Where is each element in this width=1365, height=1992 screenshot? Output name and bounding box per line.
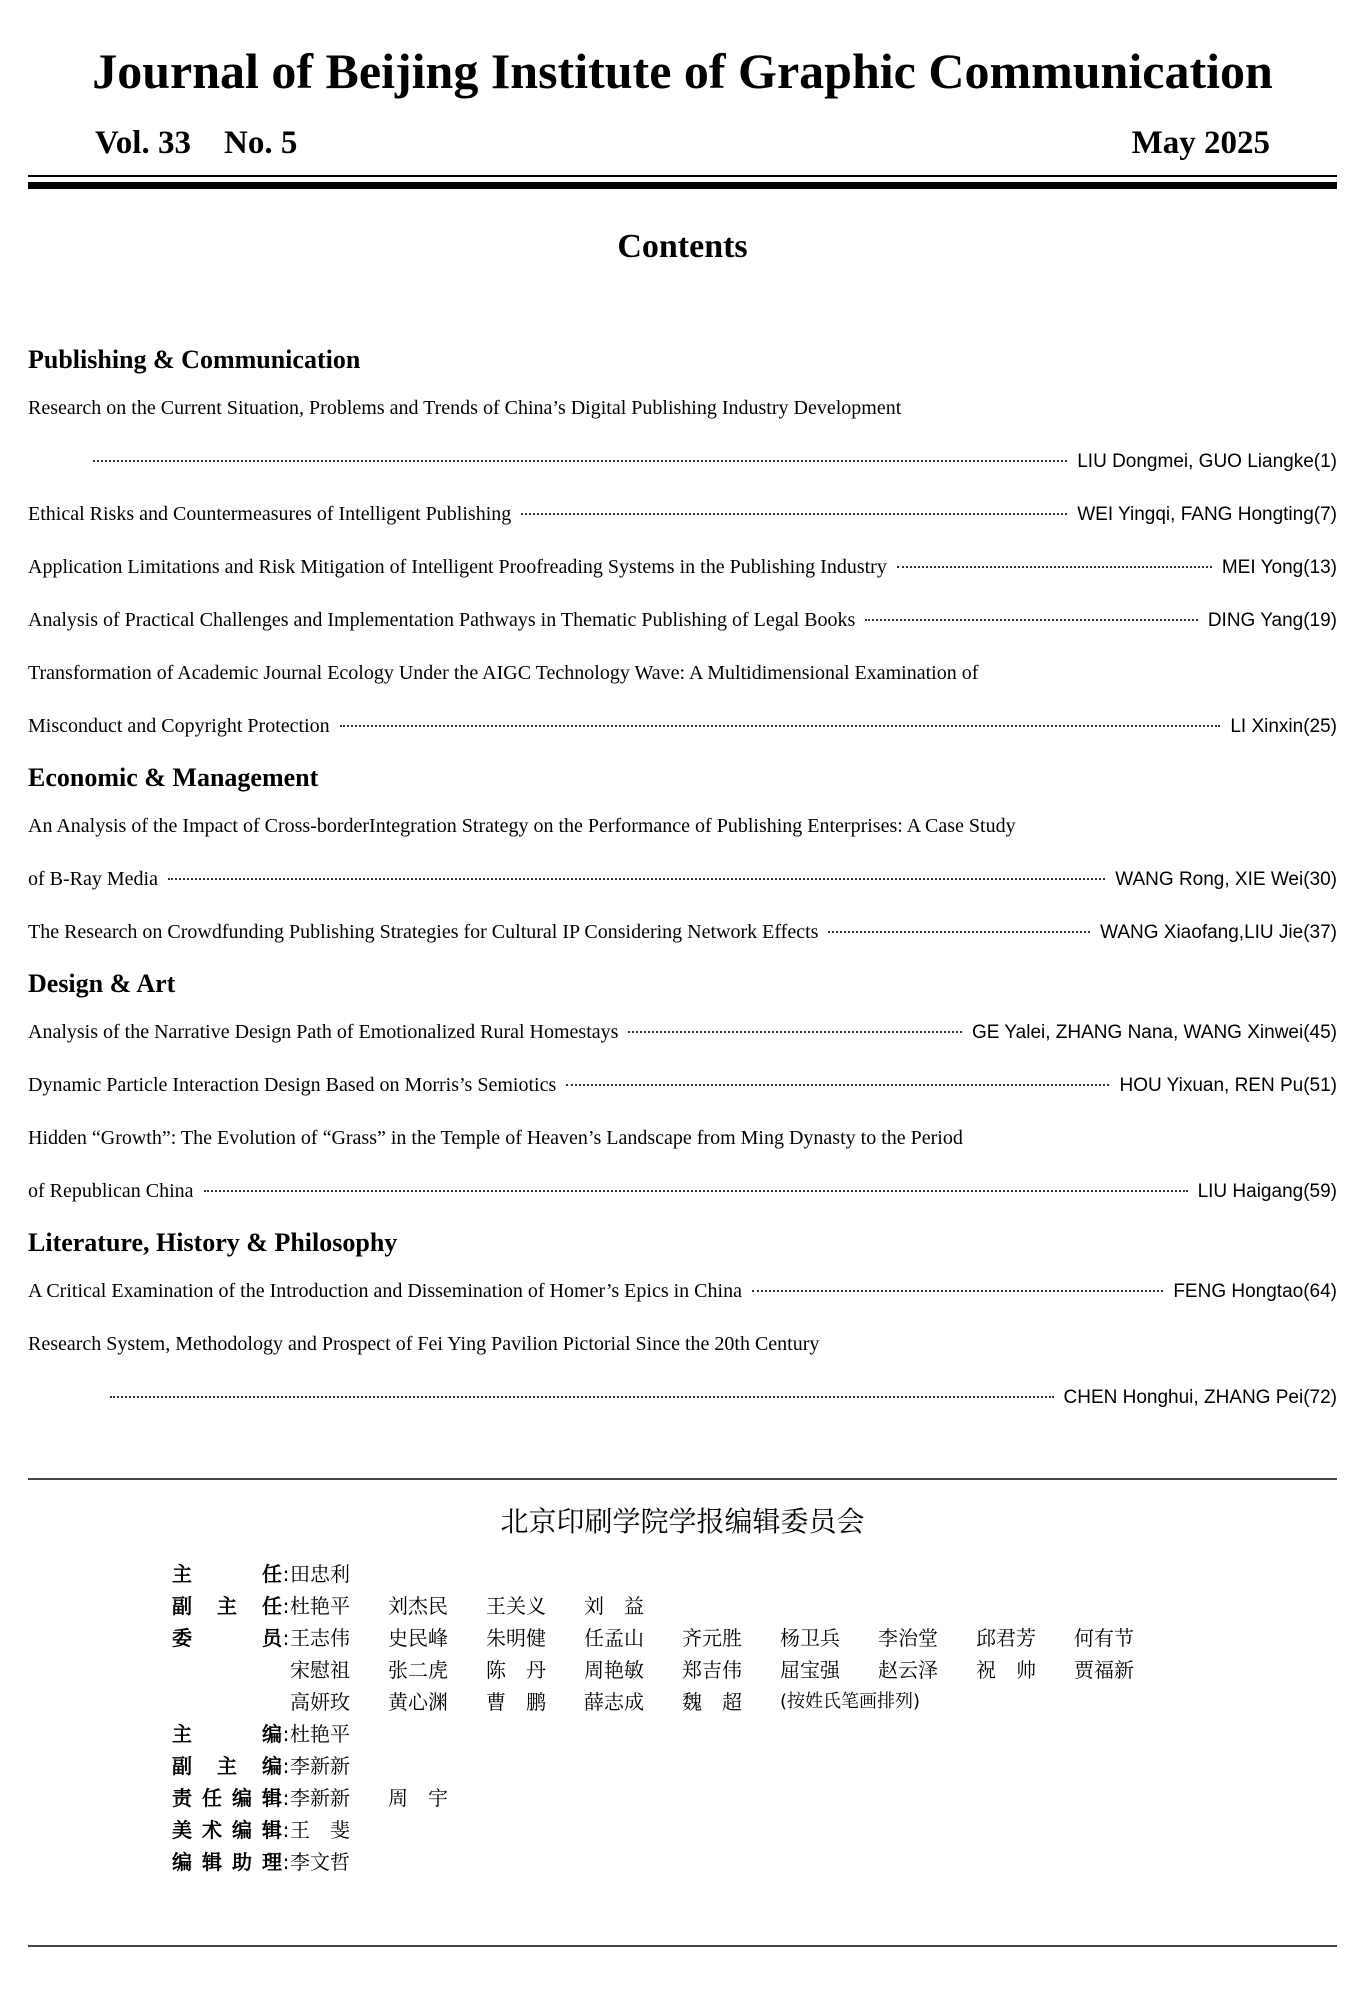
toc-entry-line bbox=[28, 488, 1337, 541]
dot-leader bbox=[168, 878, 1105, 880]
dot-leader bbox=[628, 1031, 962, 1033]
board-member-name: 齐元胜 bbox=[682, 1626, 742, 1650]
toc-entry[interactable] bbox=[28, 1112, 1337, 1218]
board-names bbox=[290, 1622, 1172, 1654]
board-member-name: 田忠利 bbox=[290, 1562, 350, 1586]
board-names bbox=[290, 1558, 388, 1590]
article-title: Analysis of the Narrative Design Path of Emotionalized Rural Homestays bbox=[28, 1021, 619, 1043]
board-member-name: 薛志成 bbox=[584, 1690, 644, 1714]
board-names bbox=[290, 1846, 388, 1878]
board-role: 委 员 bbox=[172, 1626, 282, 1650]
board-member-name: 朱明健 bbox=[486, 1626, 546, 1650]
article-author-page: LIU Haigang(59) bbox=[1197, 1181, 1337, 1202]
board-row bbox=[172, 1590, 1172, 1622]
board-member-name: 任孟山 bbox=[584, 1626, 644, 1650]
board-member-name: 周艳敏 bbox=[584, 1658, 644, 1682]
toc-entry[interactable] bbox=[28, 1318, 1337, 1424]
article-title: of B-Ray Media bbox=[28, 868, 158, 890]
toc-entry-author-line bbox=[28, 435, 1337, 488]
board-row bbox=[172, 1718, 1172, 1750]
board-member-name: 曹 鹏 bbox=[486, 1690, 546, 1714]
toc-entry[interactable] bbox=[28, 800, 1337, 906]
toc-entry-line bbox=[28, 1059, 1337, 1112]
bottom-rule bbox=[28, 1945, 1337, 1947]
dot-leader bbox=[566, 1084, 1109, 1086]
board-member-name: 祝 帅 bbox=[976, 1658, 1036, 1682]
board-role bbox=[172, 1686, 282, 1718]
contents-title: Contents bbox=[617, 228, 748, 265]
board-member-name: 赵云泽 bbox=[878, 1658, 938, 1682]
toc-entry[interactable] bbox=[28, 1059, 1337, 1112]
toc-entry[interactable] bbox=[28, 906, 1337, 959]
journal-title: Journal of Beijing Institute of Graphic Communication bbox=[92, 43, 1273, 99]
board-row bbox=[172, 1782, 1172, 1814]
article-title: Hidden “Growth”: The Evolution of “Grass” in the Temple of Heaven’s Landscape from Ming Dynasty to the Period bbox=[28, 1127, 963, 1149]
toc-entry[interactable] bbox=[28, 541, 1337, 594]
dot-leader bbox=[521, 513, 1067, 515]
article-title: Application Limitations and Risk Mitigation of Intelligent Proofreading Systems in the Publishing Industry bbox=[28, 556, 887, 578]
article-title: Ethical Risks and Countermeasures of Intelligent Publishing bbox=[28, 503, 512, 525]
board-member-name: 魏 超 bbox=[682, 1690, 742, 1714]
toc-entry-line bbox=[28, 594, 1337, 647]
board-member-name: 李新新 bbox=[290, 1786, 350, 1810]
board-role bbox=[172, 1654, 282, 1686]
board-member-name: 高妍玫 bbox=[290, 1690, 350, 1714]
toc-entry-line bbox=[28, 1165, 1337, 1218]
board-role: 主 任 bbox=[172, 1562, 282, 1586]
editorial-board bbox=[172, 1558, 1172, 1878]
board-colon: : bbox=[282, 1754, 290, 1778]
toc-entry[interactable] bbox=[28, 647, 1337, 753]
section-title: Publishing & Communication bbox=[28, 345, 361, 374]
header-rule-thick bbox=[28, 182, 1337, 189]
toc-entry-line bbox=[28, 541, 1337, 594]
board-member-name: 杜艳平 bbox=[290, 1594, 350, 1618]
board-colon bbox=[282, 1654, 290, 1686]
board-member-name: 王关义 bbox=[486, 1594, 546, 1618]
toc-entry-line bbox=[28, 1265, 1337, 1318]
toc-entry-line bbox=[28, 1112, 1337, 1165]
article-title: Research System, Methodology and Prospect of Fei Ying Pavilion Pictorial Since the 20th Century bbox=[28, 1333, 820, 1355]
board-names bbox=[290, 1718, 388, 1750]
article-author-page: WANG Rong, XIE Wei(30) bbox=[1115, 869, 1337, 890]
board-colon: : bbox=[282, 1850, 290, 1874]
issue-number: No. 5 bbox=[223, 125, 298, 161]
toc-entry-author-line bbox=[28, 1371, 1337, 1424]
board-names bbox=[290, 1782, 486, 1814]
toc-entry[interactable] bbox=[28, 594, 1337, 647]
article-author-page: DING Yang(19) bbox=[1207, 610, 1337, 631]
toc-entry-line bbox=[28, 1318, 1337, 1371]
board-member-name: 贾福新 bbox=[1074, 1658, 1134, 1682]
volume-row bbox=[95, 125, 1270, 162]
issue-date: May 2025 bbox=[1131, 125, 1270, 161]
dot-leader bbox=[865, 619, 1198, 621]
toc-entry[interactable] bbox=[28, 1265, 1337, 1318]
board-row bbox=[172, 1686, 1172, 1718]
board-colon: : bbox=[282, 1626, 290, 1650]
dot-leader bbox=[897, 566, 1212, 568]
toc-entry-line bbox=[28, 853, 1337, 906]
dot-leader bbox=[110, 1396, 1054, 1398]
article-title: of Republican China bbox=[28, 1180, 194, 1202]
volume: Vol. 33 bbox=[95, 125, 191, 161]
article-title: Analysis of Practical Challenges and Implementation Pathways in Thematic Publishing of Legal Books bbox=[28, 609, 856, 631]
board-member-name: 邱君芳 bbox=[976, 1626, 1036, 1650]
dot-leader bbox=[93, 460, 1067, 462]
article-author-page: CHEN Honghui, ZHANG Pei(72) bbox=[1063, 1387, 1337, 1408]
toc-entry-line bbox=[28, 1006, 1337, 1059]
toc-entry-line bbox=[28, 382, 1337, 435]
dot-leader bbox=[828, 931, 1090, 933]
board-role: 副 主 编 bbox=[172, 1754, 282, 1778]
article-author-page: WANG Xiaofang,LIU Jie(37) bbox=[1100, 922, 1337, 943]
board-member-name: 杜艳平 bbox=[290, 1722, 350, 1746]
article-author-page: WEI Yingqi, FANG Hongting(7) bbox=[1077, 504, 1337, 525]
board-note: (按姓氏笔画排列) bbox=[780, 1691, 921, 1712]
board-member-name: 史民峰 bbox=[388, 1626, 448, 1650]
board-row bbox=[172, 1654, 1172, 1686]
toc-entry[interactable] bbox=[28, 1006, 1337, 1059]
dot-leader bbox=[204, 1190, 1188, 1192]
board-names bbox=[290, 1686, 920, 1718]
board-member-name: 宋慰祖 bbox=[290, 1658, 350, 1682]
board-colon bbox=[282, 1686, 290, 1718]
article-author-page: LIU Dongmei, GUO Liangke(1) bbox=[1077, 451, 1337, 472]
board-names bbox=[290, 1750, 388, 1782]
board-role: 主 编 bbox=[172, 1722, 282, 1746]
board-role: 美 术 编 辑 bbox=[172, 1818, 282, 1842]
section-title: Design & Art bbox=[28, 969, 176, 998]
article-author-page: HOU Yixuan, REN Pu(51) bbox=[1119, 1075, 1337, 1096]
board-role: 编 辑 助 理 bbox=[172, 1850, 282, 1874]
board-row bbox=[172, 1558, 1172, 1590]
board-colon: : bbox=[282, 1722, 290, 1746]
board-colon: : bbox=[282, 1594, 290, 1618]
editorial-board-title: 北京印刷学院学报编辑委员会 bbox=[500, 1505, 865, 1538]
board-member-name: 郑吉伟 bbox=[682, 1658, 742, 1682]
board-member-name: 黄心渊 bbox=[388, 1690, 448, 1714]
article-title: An Analysis of the Impact of Cross-borderIntegration Strategy on the Performance of Publishing Enterprises: A Case Study bbox=[28, 815, 1016, 837]
board-row bbox=[172, 1750, 1172, 1782]
board-member-name: 李文哲 bbox=[290, 1850, 350, 1874]
article-title: Dynamic Particle Interaction Design Based on Morris’s Semiotics bbox=[28, 1074, 557, 1096]
board-row bbox=[172, 1814, 1172, 1846]
article-title: The Research on Crowdfunding Publishing Strategies for Cultural IP Considering Network Effects bbox=[28, 921, 819, 943]
board-row bbox=[172, 1846, 1172, 1878]
divider-rule bbox=[28, 1478, 1337, 1480]
article-author-page: LI Xinxin(25) bbox=[1230, 716, 1337, 737]
article-author-page: FENG Hongtao(64) bbox=[1173, 1281, 1337, 1302]
board-member-name: 周 宇 bbox=[388, 1786, 448, 1810]
header-rule-thin bbox=[28, 175, 1337, 177]
board-names bbox=[290, 1590, 682, 1622]
board-names bbox=[290, 1814, 388, 1846]
board-member-name: 何有节 bbox=[1074, 1626, 1134, 1650]
board-member-name: 李新新 bbox=[290, 1754, 350, 1778]
board-member-name: 陈 丹 bbox=[486, 1658, 546, 1682]
board-member-name: 刘 益 bbox=[584, 1594, 644, 1618]
board-member-name: 王志伟 bbox=[290, 1626, 350, 1650]
article-title: Research on the Current Situation, Problems and Trends of China’s Digital Publishing Industry Development bbox=[28, 397, 902, 419]
article-author-page: MEI Yong(13) bbox=[1221, 557, 1337, 578]
dot-leader bbox=[752, 1290, 1163, 1292]
board-colon: : bbox=[282, 1818, 290, 1842]
board-row bbox=[172, 1622, 1172, 1654]
board-names bbox=[290, 1654, 1172, 1686]
section-title: Economic & Management bbox=[28, 763, 319, 792]
toc-entry[interactable] bbox=[28, 488, 1337, 541]
section-title: Literature, History & Philosophy bbox=[28, 1228, 398, 1257]
article-author-page: GE Yalei, ZHANG Nana, WANG Xinwei(45) bbox=[972, 1022, 1337, 1043]
toc-entry-line bbox=[28, 700, 1337, 753]
board-member-name: 屈宝强 bbox=[780, 1658, 840, 1682]
toc-entry-line bbox=[28, 647, 1337, 700]
toc-entry[interactable] bbox=[28, 382, 1337, 488]
board-colon: : bbox=[282, 1562, 290, 1586]
toc-entry-line bbox=[28, 800, 1337, 853]
board-member-name: 刘杰民 bbox=[388, 1594, 448, 1618]
article-title: Transformation of Academic Journal Ecology Under the AIGC Technology Wave: A Multidimensional Examination of bbox=[28, 662, 979, 684]
volume-number bbox=[95, 125, 297, 162]
board-role: 副 主 任 bbox=[172, 1594, 282, 1618]
board-colon: : bbox=[282, 1786, 290, 1810]
table-of-contents bbox=[28, 335, 1337, 1424]
toc-entry-line bbox=[28, 906, 1337, 959]
board-member-name: 杨卫兵 bbox=[780, 1626, 840, 1650]
board-member-name: 李治堂 bbox=[878, 1626, 938, 1650]
board-member-name: 张二虎 bbox=[388, 1658, 448, 1682]
article-title: A Critical Examination of the Introduction and Dissemination of Homer’s Epics in China bbox=[28, 1280, 742, 1302]
board-role: 责 任 编 辑 bbox=[172, 1786, 282, 1810]
article-title: Misconduct and Copyright Protection bbox=[28, 715, 330, 737]
board-member-name: 王 斐 bbox=[290, 1818, 350, 1842]
dot-leader bbox=[340, 725, 1221, 727]
